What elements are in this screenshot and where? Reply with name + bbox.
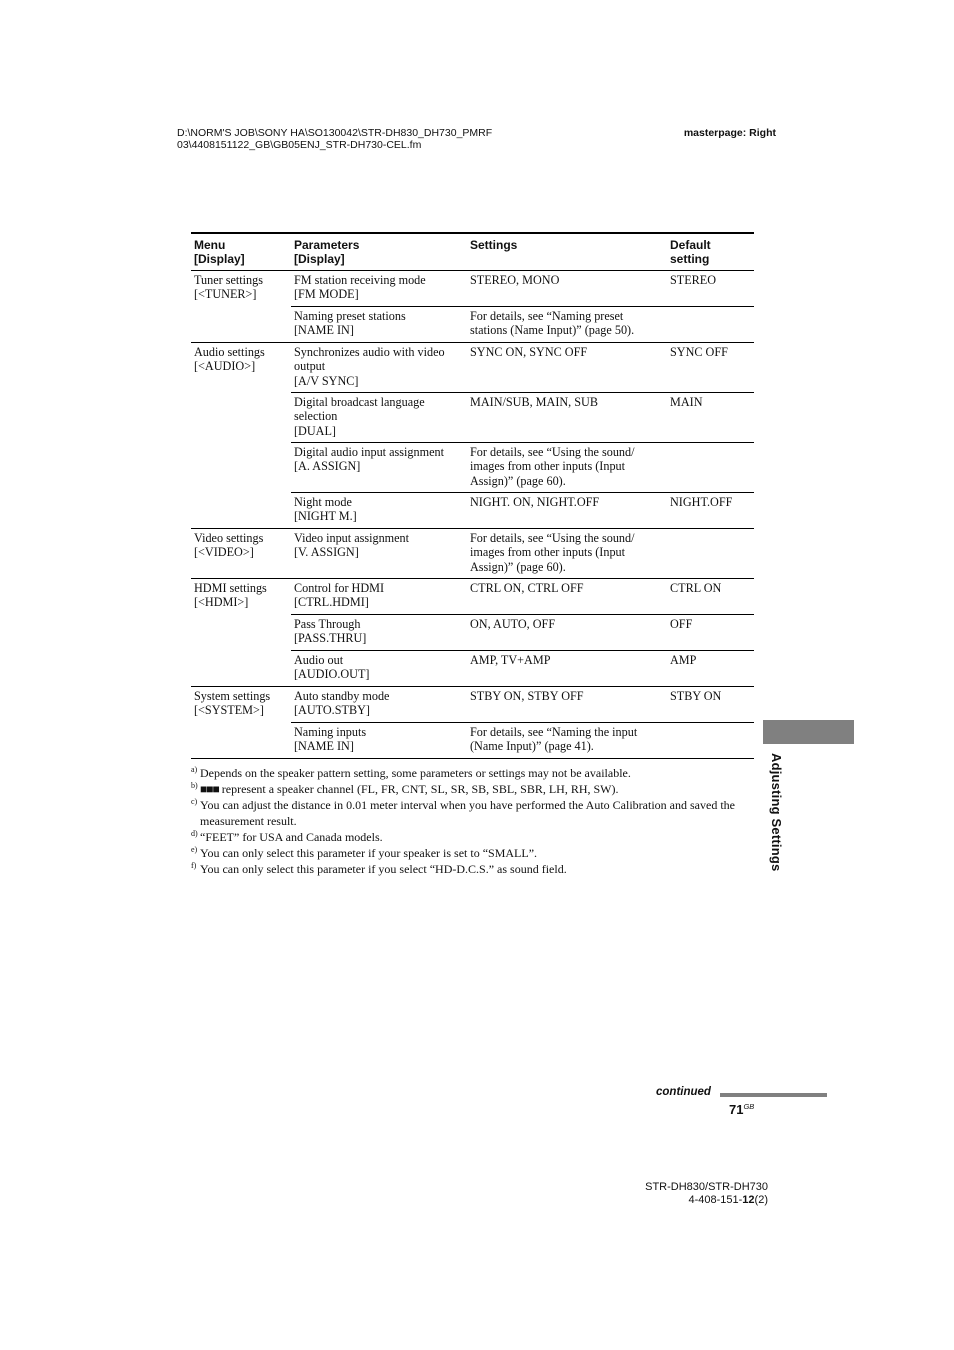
table-group-video	[191, 529, 754, 579]
table-row	[291, 529, 754, 578]
settings-cell: For details, see “Naming the input (Name Input)” (page 41).	[470, 725, 638, 754]
table-row	[291, 687, 754, 722]
table-row	[291, 271, 754, 306]
settings-cell: MAIN/SUB, MAIN, SUB	[470, 395, 598, 409]
footnote-a	[191, 765, 757, 781]
settings-cell: For details, see “Naming preset stations (Name Input)” (page 50).	[470, 309, 635, 338]
header-default: Default setting	[670, 238, 711, 266]
code-prefix: 4-408-151-	[688, 1193, 743, 1206]
parameter-cell: Pass Through [PASS.THRU]	[294, 617, 367, 646]
footnote-text: “FEET” for USA and Canada models.	[200, 830, 383, 844]
table-group-audio	[191, 343, 754, 529]
settings-cell: AMP, TV+AMP	[470, 653, 551, 667]
menu-cell: Audio settings [<AUDIO>]	[194, 345, 265, 374]
table-row	[291, 492, 754, 528]
footnote-f	[191, 861, 757, 877]
table-row	[291, 579, 754, 614]
footnote-text: Depends on the speaker pattern setting, some parameters or settings may not be available.	[200, 766, 631, 780]
table-row	[291, 722, 754, 758]
table-header	[191, 232, 754, 271]
parameter-cell: Digital broadcast language selection [DUAL]	[294, 395, 425, 438]
continued-label: continued	[656, 1086, 711, 1098]
footnote-d	[191, 829, 757, 845]
page-number-suffix: GB	[743, 1102, 755, 1111]
section-tab-bar	[763, 720, 854, 744]
document-code	[645, 1194, 768, 1207]
parameter-cell: Control for HDMI [CTRL.HDMI]	[294, 581, 385, 610]
parameter-cell: Video input assignment [V. ASSIGN]	[294, 531, 410, 560]
footnote-text: You can only select this parameter if you select “HD-D.C.S.” as sound field.	[200, 862, 567, 876]
settings-cell: CTRL ON, CTRL OFF	[470, 581, 584, 595]
page-number	[729, 1102, 754, 1117]
table-row	[291, 343, 754, 392]
table-row	[291, 650, 754, 686]
parameter-cell: FM station receiving mode [FM MODE]	[294, 273, 426, 302]
settings-table	[191, 232, 754, 759]
footnote-mark: e)	[191, 845, 198, 854]
default-cell: MAIN	[670, 395, 703, 409]
model-footer	[645, 1181, 768, 1206]
settings-cell: STBY ON, STBY OFF	[470, 689, 584, 703]
footnotes	[191, 765, 757, 877]
continued-rule	[720, 1093, 827, 1097]
parameter-cell: Auto standby mode [AUTO.STBY]	[294, 689, 390, 718]
model-name: STR-DH830/STR-DH730	[645, 1181, 768, 1193]
default-cell: AMP	[670, 653, 697, 667]
table-row	[291, 442, 754, 492]
parameter-cell: Naming inputs [NAME IN]	[294, 725, 367, 754]
table-row	[291, 306, 754, 342]
table-group-system	[191, 687, 754, 759]
default-cell: SYNC OFF	[670, 345, 728, 359]
settings-cell: ON, AUTO, OFF	[470, 617, 556, 631]
table-group-hdmi	[191, 579, 754, 687]
default-cell: NIGHT.OFF	[670, 495, 733, 509]
footnote-mark: b)	[191, 781, 198, 790]
file-path-line-2: 03\4408151122_GB\GB05ENJ_STR-DH730-CEL.fm	[177, 139, 422, 151]
footnote-b	[191, 781, 757, 797]
menu-cell: Tuner settings [<TUNER>]	[194, 273, 263, 302]
file-path-line-1: D:\NORM'S JOB\SONY HA\SO130042\STR-DH830_DH730_PMRF	[177, 127, 493, 139]
footnote-mark: d)	[191, 829, 198, 838]
speaker-channel-squares-icon: ■■■	[200, 782, 219, 796]
code-bold: 12	[742, 1193, 755, 1206]
parameter-cell: Naming preset stations [NAME IN]	[294, 309, 406, 338]
parameter-cell: Audio out [AUDIO.OUT]	[294, 653, 370, 682]
parameter-cell: Synchronizes audio with video output [A/V SYNC]	[294, 345, 445, 388]
header-settings: Settings	[470, 238, 518, 252]
parameter-cell: Night mode [NIGHT M.]	[294, 495, 357, 524]
table-row	[291, 392, 754, 442]
header-menu: Menu [Display]	[194, 238, 245, 266]
table-row	[291, 614, 754, 650]
footnote-mark: c)	[191, 797, 198, 806]
footnote-mark: a)	[191, 765, 198, 774]
default-cell: CTRL ON	[670, 581, 722, 595]
footnote-text: You can only select this parameter if your speaker is set to “SMALL”.	[200, 846, 538, 860]
file-path-header	[177, 127, 492, 151]
default-cell: STEREO	[670, 273, 717, 287]
menu-cell: HDMI settings [<HDMI>]	[194, 581, 267, 610]
header-parameters: Parameters [Display]	[294, 238, 360, 266]
parameter-cell: Digital audio input assignment [A. ASSIGN]	[294, 445, 444, 474]
default-cell: STBY ON	[670, 689, 722, 703]
settings-cell: For details, see “Using the sound/ images from other inputs (Input Assign)” (page 60).	[470, 531, 635, 574]
footnote-c	[191, 797, 757, 829]
settings-cell: For details, see “Using the sound/ images from other inputs (Input Assign)” (page 60).	[470, 445, 635, 488]
masterpage-label: masterpage: Right	[683, 127, 776, 139]
menu-cell: System settings [<SYSTEM>]	[194, 689, 271, 718]
page-number-value: 71	[729, 1102, 744, 1117]
menu-cell: Video settings [<VIDEO>]	[194, 531, 264, 560]
settings-cell: SYNC ON, SYNC OFF	[470, 345, 588, 359]
footnote-e	[191, 845, 757, 861]
default-cell: OFF	[670, 617, 693, 631]
section-tab-label: Adjusting Settings	[769, 753, 784, 872]
settings-cell: NIGHT. ON, NIGHT.OFF	[470, 495, 600, 509]
footnote-text: represent a speaker channel (FL, FR, CNT, SL, SR, SB, SBL, SBR, LH, RH, SW).	[218, 782, 619, 796]
footnote-text: You can adjust the distance in 0.01 meter interval when you have performed the Auto Calibration and saved the measurement result.	[200, 798, 735, 828]
table-group-tuner	[191, 271, 754, 343]
settings-cell: STEREO, MONO	[470, 273, 560, 287]
code-suffix: (2)	[754, 1193, 768, 1206]
footnote-mark: f)	[191, 861, 197, 870]
